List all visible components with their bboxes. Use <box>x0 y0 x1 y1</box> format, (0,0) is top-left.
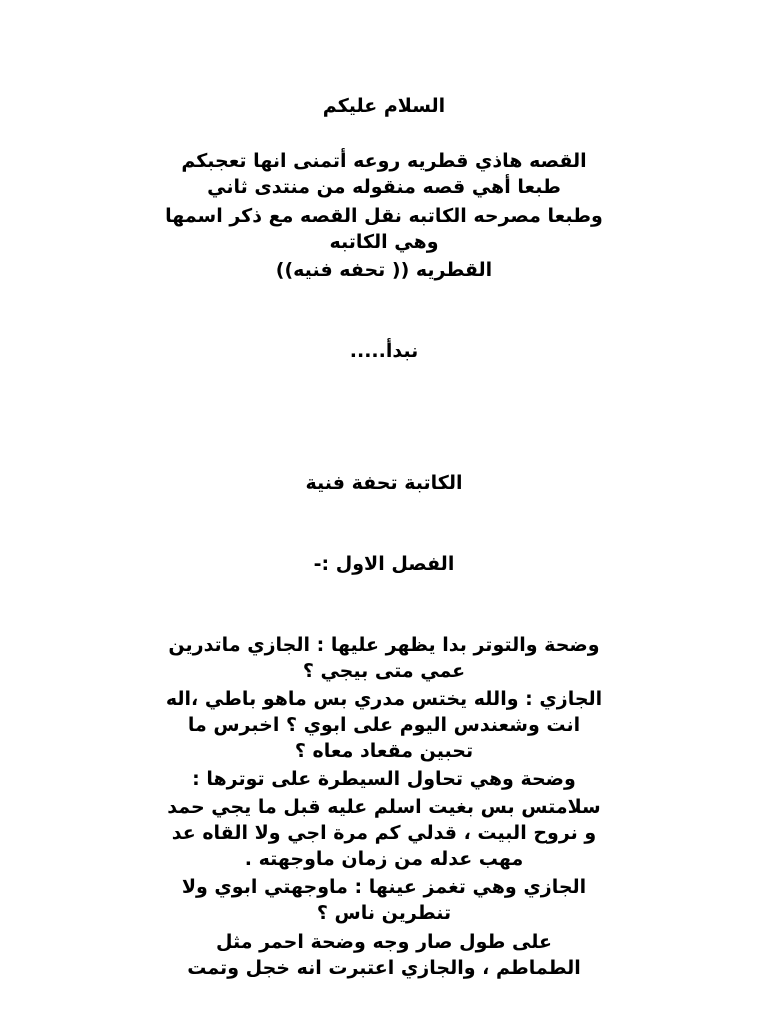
intro-line-3: وطبعا مصرحه الكاتبه نقل القصه مع ذكر اسمها <box>165 205 603 227</box>
author-line: الكاتبة تحفة فنية <box>305 472 463 494</box>
body-line-4: انت وشعندس اليوم على ابوي ؟ اخبرس ما <box>187 714 581 736</box>
body-line-5: تحبين مقعاد معاه ؟ <box>294 740 474 762</box>
body-line-3: الجازي : والله يختس مدري بس ماهو باطي ،اله <box>165 688 603 710</box>
greeting-heading: السلام عليكم <box>322 95 446 117</box>
body-line-10: الجازي وهي تغمز عينها : ماوجهتي ابوي ولا <box>181 876 587 898</box>
body-line-2: عمي متى بيجي ؟ <box>302 660 466 682</box>
intro-line-2: طبعا أهي قصه منقوله من منتدى ثاني <box>207 176 561 198</box>
intro-line-1: القصه هاذي قطريه روعه أتمنى انها تعجبكم <box>181 150 587 172</box>
body-line-7: سلامتس بس بغيت اسلم عليه قبل ما يجي حمد <box>167 796 601 818</box>
body-line-11: تنطرين ناس ؟ <box>316 902 452 924</box>
body-line-13: الطماطم ، والجازي اعتبرت انه خجل وتمت <box>187 957 581 979</box>
body-line-8: و نروح البيت ، قدلي كم مرة اجي ولا القاه عد <box>171 822 597 844</box>
start-line: نبدأ..... <box>349 340 419 362</box>
body-line-6: وضحة وهي تحاول السيطرة على توترها : <box>192 768 576 790</box>
body-line-9: مهب عدله من زمان ماوجهته . <box>244 848 524 870</box>
intro-line-5: القطريه (( تحفه فنيه)) <box>275 259 493 281</box>
body-line-12: على طول صار وجه وضحة احمر مثل <box>215 931 553 953</box>
intro-line-4: وهي الكاتبه <box>329 231 439 253</box>
body-line-1: وضحة والتوتر بدا يظهر عليها : الجازي ماتدرين <box>168 634 600 656</box>
chapter-heading: الفصل الاول :- <box>313 553 455 575</box>
